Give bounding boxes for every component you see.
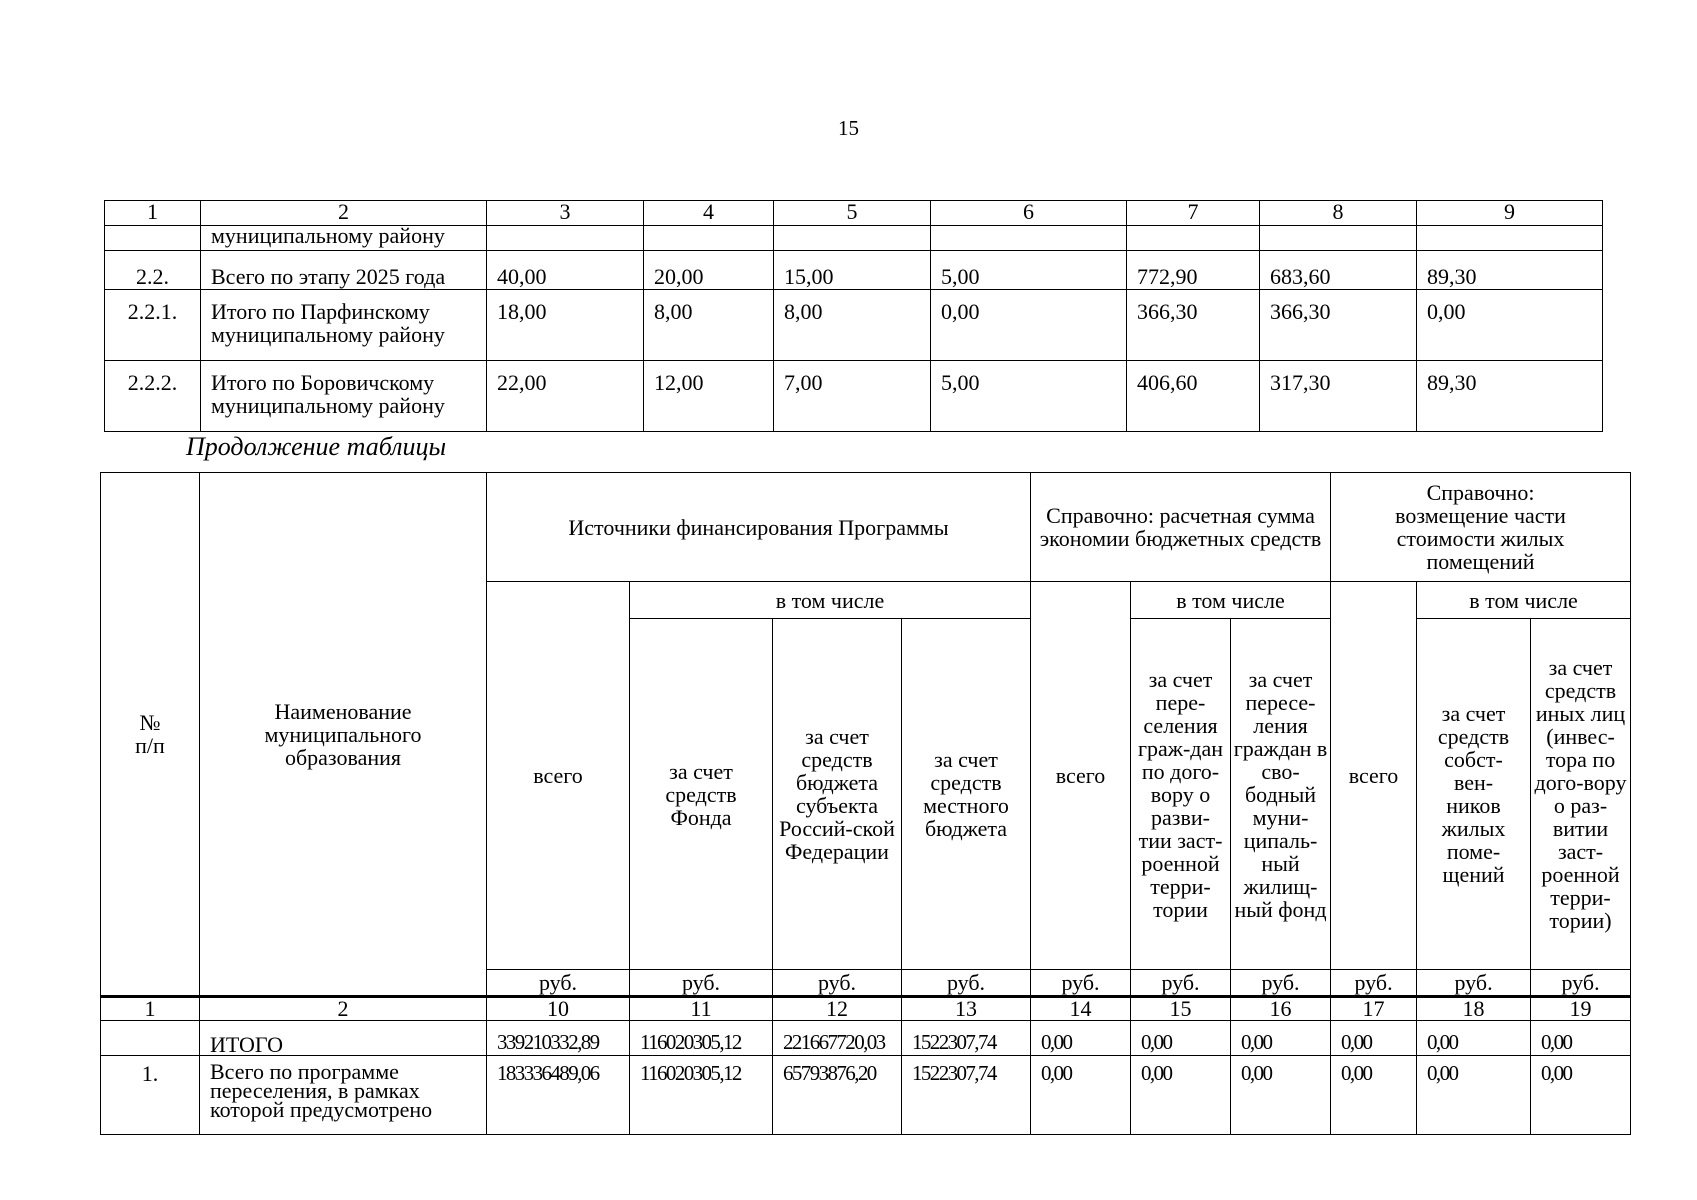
column-number: 2: [201, 201, 487, 226]
table-caption: Продолжение таблицы: [186, 432, 447, 461]
column-number: 13: [902, 997, 1031, 1021]
cell: 18,00: [487, 290, 644, 361]
row-name: ИТОГО: [200, 1021, 487, 1056]
column-number: 18: [1417, 997, 1531, 1021]
column-number: 10: [487, 997, 630, 1021]
header-sources: Источники финансирования Программы: [487, 473, 1031, 582]
cell: 20,00: [644, 251, 774, 290]
top-table-header-row: [105, 201, 1603, 226]
row-name: муниципальному району: [201, 226, 487, 251]
row-number: 2.2.: [105, 251, 201, 290]
cell: 0,00: [1231, 1021, 1331, 1056]
cell: 1522307,74: [902, 1021, 1031, 1056]
row-number: [101, 1021, 200, 1056]
row-number: [105, 226, 201, 251]
cell: 5,00: [931, 361, 1127, 432]
cell: 772,90: [1127, 251, 1260, 290]
header-num: № п/п: [101, 473, 200, 997]
column-number: 16: [1231, 997, 1331, 1021]
column-number: 6: [931, 201, 1127, 226]
header-total: всего: [487, 582, 630, 970]
header-total: всего: [1031, 582, 1131, 970]
cell: 366,30: [1127, 290, 1260, 361]
table-row: [105, 290, 1603, 361]
cell: 22,00: [487, 361, 644, 432]
cell: 221667720,03: [773, 1021, 902, 1056]
cell: 8,00: [774, 290, 931, 361]
bottom-table: [100, 472, 1631, 1135]
cell: 116020305,12: [630, 1021, 773, 1056]
cell: 0,00: [1031, 1021, 1131, 1056]
row-name: Всего по этапу 2025 года: [201, 251, 487, 290]
header-other-funds: за счет средств иных лиц (инвес-тора по дого-вору о раз-витии заст-роенной терри-тории): [1531, 619, 1631, 970]
column-number: 8: [1260, 201, 1417, 226]
cell: [774, 226, 931, 251]
header-own-funds: за счет средств собст-вен-ников жилых поме-щений: [1417, 619, 1531, 970]
cell: 0,00: [1331, 1056, 1417, 1135]
row-name: Итого по Парфинскому муниципальному району: [201, 290, 487, 361]
cell: [1417, 226, 1603, 251]
column-number: 4: [644, 201, 774, 226]
table-row: [101, 1056, 1631, 1135]
unit-label: руб.: [1031, 970, 1131, 997]
cell: 339210332,89: [487, 1021, 630, 1056]
cell: 317,30: [1260, 361, 1417, 432]
unit-label: руб.: [1231, 970, 1331, 997]
column-number: 1: [105, 201, 201, 226]
header-total: всего: [1331, 582, 1417, 970]
cell: [487, 226, 644, 251]
table-row: [105, 251, 1603, 290]
unit-label: руб.: [1131, 970, 1231, 997]
cell: 0,00: [1417, 290, 1603, 361]
cell: 0,00: [1531, 1056, 1631, 1135]
cell: 116020305,12: [630, 1056, 773, 1135]
cell: 65793876,20: [773, 1056, 902, 1135]
row-number: 2.2.1.: [105, 290, 201, 361]
cell: 1522307,74: [902, 1056, 1031, 1135]
cell: 406,60: [1127, 361, 1260, 432]
table-row: [105, 361, 1603, 432]
header-fund: за счет средств Фонда: [630, 619, 773, 970]
column-number: 17: [1331, 997, 1417, 1021]
unit-label: руб.: [1417, 970, 1531, 997]
column-number: 15: [1131, 997, 1231, 1021]
table-row: [105, 226, 1603, 251]
unit-label: руб.: [1331, 970, 1417, 997]
column-number: 3: [487, 201, 644, 226]
row-number: 2.2.2.: [105, 361, 201, 432]
column-number: 5: [774, 201, 931, 226]
cell: [644, 226, 774, 251]
cell: 8,00: [644, 290, 774, 361]
column-number: 11: [630, 997, 773, 1021]
header-name: Наименование муниципального образования: [200, 473, 487, 997]
cell: [931, 226, 1127, 251]
unit-label: руб.: [1531, 970, 1631, 997]
cell: 366,30: [1260, 290, 1417, 361]
header-savings: Справочно: расчетная сумма экономии бюджетных средств: [1031, 473, 1331, 582]
cell: 89,30: [1417, 361, 1603, 432]
header-subject-budget: за счет средств бюджета субъекта Россий-ской Федерации: [773, 619, 902, 970]
cell: 0,00: [1131, 1056, 1231, 1135]
row-name: Итого по Боровичскому муниципальному району: [201, 361, 487, 432]
unit-label: руб.: [487, 970, 630, 997]
header-row: [101, 473, 1631, 582]
header-in-that: в том числе: [1417, 582, 1631, 619]
column-number: 2: [200, 997, 487, 1021]
cell: [1127, 226, 1260, 251]
cell: 5,00: [931, 251, 1127, 290]
cell: 40,00: [487, 251, 644, 290]
header-local-budget: за счет средств местного бюджета: [902, 619, 1031, 970]
cell: 0,00: [1131, 1021, 1231, 1056]
cell: 0,00: [1417, 1056, 1531, 1135]
cell: 0,00: [931, 290, 1127, 361]
unit-label: руб.: [902, 970, 1031, 997]
table-row: [101, 1021, 1631, 1056]
header-compensation: Справочно: возмещение части стоимости жилых помещений: [1331, 473, 1631, 582]
cell: 15,00: [774, 251, 931, 290]
cell: 0,00: [1417, 1021, 1531, 1056]
unit-label: руб.: [630, 970, 773, 997]
header-in-that: в том числе: [1131, 582, 1331, 619]
unit-label: руб.: [773, 970, 902, 997]
column-number: 9: [1417, 201, 1603, 226]
column-number: 1: [101, 997, 200, 1021]
column-number-row: [101, 997, 1631, 1021]
row-name: Всего по программе переселения, в рамках которой предусмотрено: [200, 1056, 487, 1135]
column-number: 12: [773, 997, 902, 1021]
cell: 0,00: [1331, 1021, 1417, 1056]
top-table: [104, 200, 1603, 432]
column-number: 19: [1531, 997, 1631, 1021]
column-number: 14: [1031, 997, 1131, 1021]
cell: 89,30: [1417, 251, 1603, 290]
header-resettle-dev: за счет пере-селения граж-дан по дого-вору о разви-тии заст-роенной терри-тории: [1131, 619, 1231, 970]
cell: 0,00: [1531, 1021, 1631, 1056]
cell: 0,00: [1231, 1056, 1331, 1135]
cell: 683,60: [1260, 251, 1417, 290]
page-number: 15: [838, 116, 859, 140]
header-resettle-free: за счет пересе-ления граждан в сво-бодный муни-ципаль-ный жилищ-ный фонд: [1231, 619, 1331, 970]
header-in-that: в том числе: [630, 582, 1031, 619]
cell: 0,00: [1031, 1056, 1131, 1135]
cell: 183336489,06: [487, 1056, 630, 1135]
column-number: 7: [1127, 201, 1260, 226]
cell: [1260, 226, 1417, 251]
cell: 7,00: [774, 361, 931, 432]
cell: 12,00: [644, 361, 774, 432]
row-number: 1.: [101, 1056, 200, 1135]
